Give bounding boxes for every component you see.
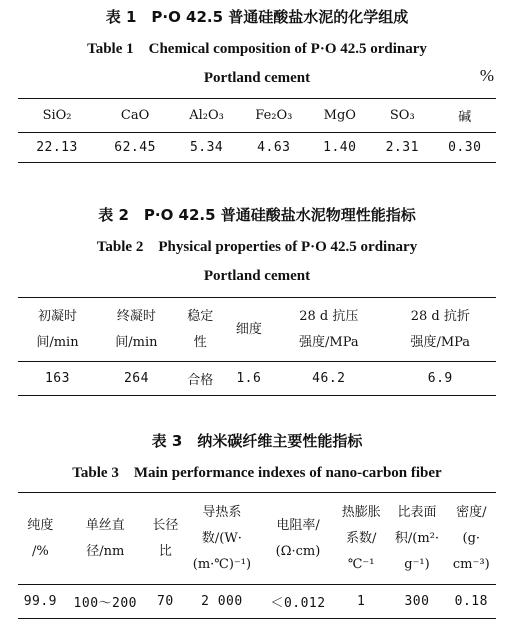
- table-2-header-line: 强度/MPa: [410, 334, 471, 350]
- table-1-caption-en-line1: Table 1 Chemical composition of P·O 42.5 ordinary: [87, 41, 427, 57]
- table-3-header-line: (g·: [462, 530, 481, 546]
- table-2-header-line: 终凝时: [116, 308, 156, 324]
- table-3-cell: 1: [335, 585, 387, 619]
- table-3-header: [387, 493, 446, 585]
- table-1-cell: 1.40: [309, 133, 371, 163]
- table-2-header-line: 稳定: [187, 308, 214, 324]
- table-2-cell: 46.2: [273, 362, 384, 396]
- table-3-cell: 0.18: [447, 585, 496, 619]
- table-1-cell: 0.30: [434, 133, 497, 163]
- table-3-cell: ＜0.012: [261, 585, 335, 619]
- table-2-caption-zh: 表 2 P·O 42.5 普通硅酸盐水泥物理性能指标: [98, 206, 416, 224]
- table-2-header-line: 28 d 抗折: [410, 308, 470, 324]
- table-1-header: SO₃: [371, 99, 433, 133]
- table-2-caption-en-line1: Table 2 Physical properties of P·O 42.5 ordinary: [96, 239, 418, 255]
- table-3-header-line: 纯度: [27, 517, 54, 533]
- table-2-header-line: 初凝时: [37, 308, 77, 324]
- table-row: [18, 133, 496, 163]
- table-1-header: SiO₂: [18, 99, 96, 133]
- table-2-cell: 6.9: [385, 362, 496, 396]
- table-2-header-line: 性: [193, 334, 207, 350]
- table-1-header: CaO: [96, 99, 174, 133]
- table-2-cell: 264: [97, 362, 176, 396]
- table-2: [18, 297, 496, 396]
- table-2-header-line: 28 d 抗压: [299, 308, 359, 324]
- table-3-header-line: 系数/: [346, 530, 377, 546]
- table-2-cell: 合格: [176, 362, 225, 396]
- table-2-header-line: 强度/MPa: [299, 334, 359, 350]
- table-2-header: [176, 298, 225, 362]
- table-3-header: [63, 493, 148, 585]
- table-3-header-line: ℃⁻¹: [347, 556, 375, 572]
- table-3: [18, 492, 496, 619]
- table-3-section: [18, 430, 496, 619]
- table-3-header-line: 密度/: [456, 504, 487, 520]
- table-3-header-line: 单丝直: [85, 517, 125, 533]
- table-3-header: [447, 493, 496, 585]
- table-3-cell: 100～200: [63, 585, 148, 619]
- table-3-cell: 70: [148, 585, 183, 619]
- table-3-header: [183, 493, 261, 585]
- table-1-section: [18, 6, 496, 163]
- table-1-unit: %: [479, 66, 494, 85]
- table-2-section: [18, 204, 496, 396]
- table-1-cell: 4.63: [239, 133, 309, 163]
- table-3-caption-zh: 表 3 纳米碳纤维主要性能指标: [151, 432, 363, 450]
- table-3-header: [18, 493, 63, 585]
- table-1-header: 碱: [434, 99, 497, 133]
- table-2-header: [273, 298, 384, 362]
- table-3-header-line: 电阻率/: [276, 517, 320, 533]
- table-3-header-line: 热膨胀: [341, 504, 381, 520]
- table-2-header-line: 间/min: [115, 334, 158, 350]
- table-3-caption-en: Table 3 Main performance indexes of nano-carbon fiber: [72, 465, 442, 481]
- table-1-cell: 62.45: [96, 133, 174, 163]
- table-3-header-line: g⁻¹): [404, 556, 430, 572]
- table-2-header: [385, 298, 496, 362]
- table-3-cell: 2 000: [183, 585, 261, 619]
- table-3-header-line: /%: [31, 543, 49, 559]
- table-1-cell: 5.34: [174, 133, 239, 163]
- table-1-cell: 2.31: [371, 133, 433, 163]
- table-1-cell: 22.13: [18, 133, 96, 163]
- table-2-cell: 163: [18, 362, 97, 396]
- table-1-caption-en-line2: Portland cement: [203, 70, 311, 86]
- table-2-header: [225, 298, 274, 362]
- table-2-header: [97, 298, 176, 362]
- table-1-caption-zh: 表 1 P·O 42.5 普通硅酸盐水泥的化学组成: [105, 8, 409, 26]
- table-3-header: [148, 493, 183, 585]
- table-1-header: Al₂O₃: [174, 99, 239, 133]
- table-2-header-line: 细度: [235, 321, 262, 337]
- table-3-header-line: 数/(W·: [201, 530, 242, 546]
- table-3-header-line: 长径: [152, 517, 179, 533]
- table-3-header: [335, 493, 387, 585]
- table-3-header-line: 径/nm: [86, 543, 125, 559]
- table-3-cell: 99.9: [18, 585, 63, 619]
- table-row: [18, 585, 496, 619]
- table-3-header-line: cm⁻³): [452, 556, 490, 572]
- table-1-header: Fe₂O₃: [239, 99, 309, 133]
- table-3-header-line: 比表面: [397, 504, 437, 520]
- table-3-header-line: 积/(m²·: [394, 530, 440, 546]
- table-row: [18, 362, 496, 396]
- table-2-header-line: 间/min: [36, 334, 79, 350]
- table-1: [18, 98, 496, 163]
- table-3-header-line: (Ω·cm): [275, 543, 321, 559]
- table-3-header: [261, 493, 335, 585]
- table-2-cell: 1.6: [225, 362, 274, 396]
- table-3-header-line: 导热系: [202, 504, 242, 520]
- table-2-header: [18, 298, 97, 362]
- table-3-header-line: (m·℃)⁻¹): [192, 556, 252, 572]
- table-2-caption-en-line2: Portland cement: [203, 268, 311, 284]
- table-3-header-line: 比: [158, 543, 172, 559]
- table-1-header: MgO: [309, 99, 371, 133]
- table-3-cell: 300: [387, 585, 446, 619]
